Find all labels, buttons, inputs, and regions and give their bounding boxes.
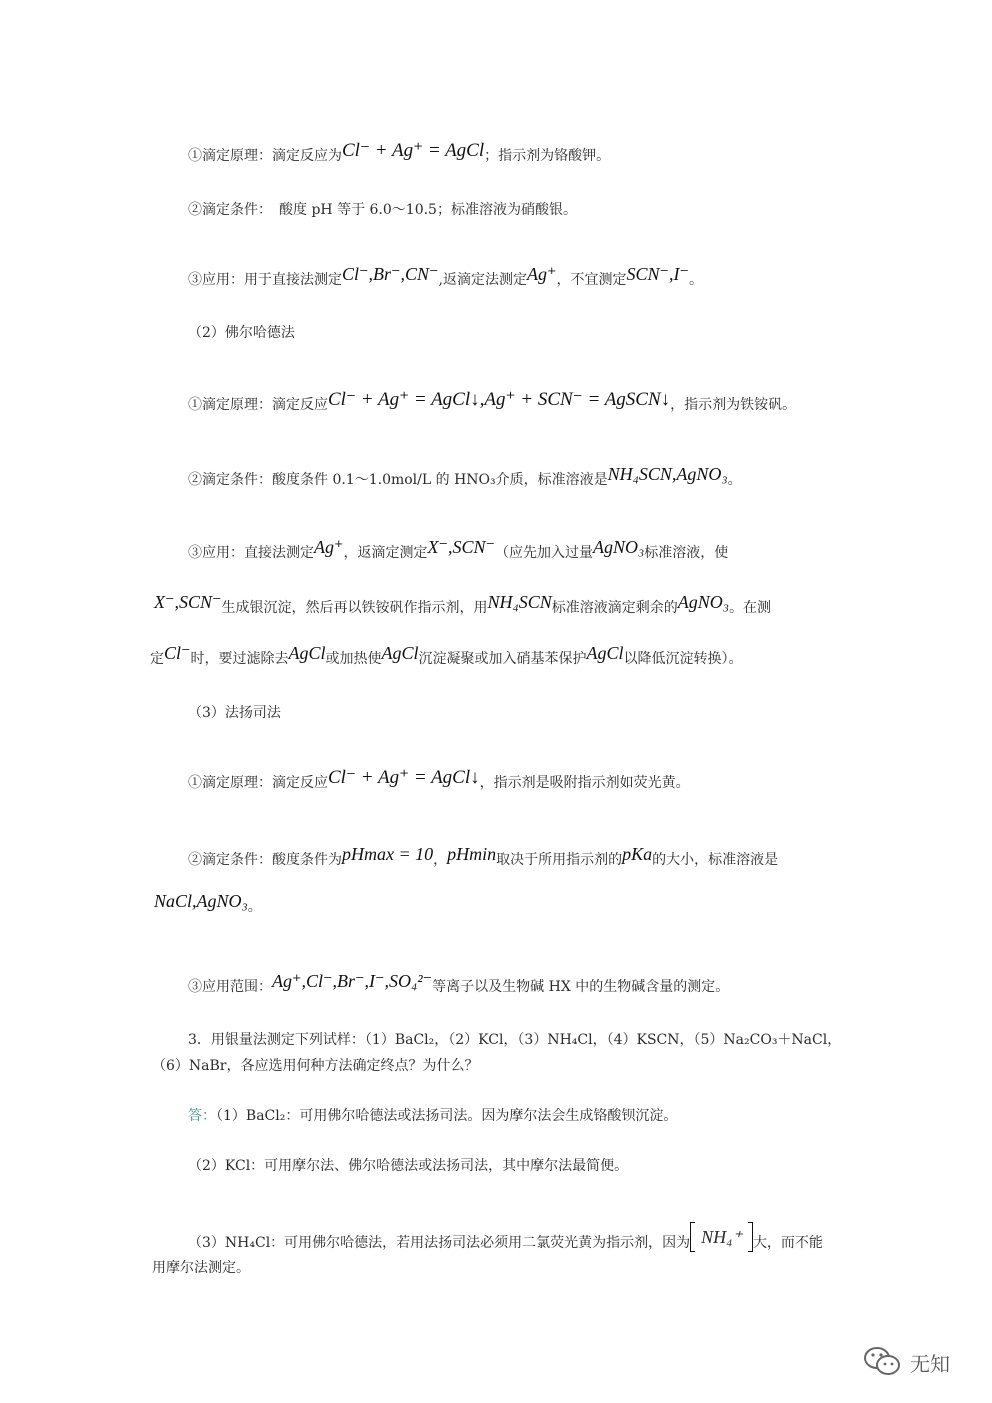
formula-mohr-reaction: Cl⁻ + Ag⁺ = AgCl bbox=[342, 140, 485, 161]
formula-fajans-reaction: Cl⁻ + Ag⁺ = AgCl↓ bbox=[328, 767, 480, 788]
answer-3-line-2: 用摩尔法测定。 bbox=[152, 1260, 250, 1276]
watermark bbox=[862, 1345, 950, 1379]
fajans-condition-2: NaCl,AgNO₃。 bbox=[154, 891, 262, 915]
volhard-application-3: 定Cl⁻时，要过滤除去AgCl或加热使AgCl沉淀凝聚或加入硝基苯保护AgCl以降低沉淀转换）。 bbox=[150, 643, 743, 667]
fajans-condition: ②滴定条件：酸度条件为pHmax = 10，pHmin取决于所用指示剂的pKa的大小，标准溶液是 bbox=[188, 844, 779, 868]
mohr-principle: ①滴定原理：滴定反应为Cl⁻ + Ag⁺ = AgCl；指示剂为铬酸钾。 bbox=[188, 140, 611, 164]
formula-ag: Ag⁺ bbox=[314, 537, 344, 557]
volhard-condition: ②滴定条件：酸度条件 0.1～1.0mol/L 的 HNO₃介质，标准溶液是NH₄SCN,AgNO₃。 bbox=[188, 464, 742, 488]
formula-nacl-agno3: NaCl,AgNO₃ bbox=[154, 891, 248, 911]
question-line-2: （6）NaBr，各应选用何种方法确定终点？为什么？ bbox=[152, 1058, 479, 1074]
formula-nh4scn: NH₄SCN bbox=[487, 592, 552, 612]
mohr-condition: ②滴定条件： 酸度 pH 等于 6.0～10.5；标准溶液为硝酸银。 bbox=[188, 202, 577, 218]
formula-agno3: AgNO₃ bbox=[677, 592, 730, 612]
formula-agcl: AgCl bbox=[381, 643, 419, 663]
formula-ph-max: pHmax = 10 bbox=[342, 844, 434, 864]
formula-x-scn: X⁻,SCN⁻ bbox=[154, 592, 222, 612]
answer-1: 答：（1）BaCl₂：可用佛尔哈德法或法扬司法。因为摩尔法会生成铬酸钡沉淀。 bbox=[188, 1108, 678, 1124]
formula-x-scn: X⁻,SCN⁻ bbox=[427, 537, 496, 557]
question-line-1: 3．用银量法测定下列试样：（1）BaCl₂，（2）KCl，（3）NH₄Cl，（4）KSCN，（5）Na₂CO₃＋NaCl， bbox=[188, 1032, 842, 1048]
wechat-icon bbox=[862, 1345, 902, 1379]
formula-pka: pKa bbox=[622, 844, 653, 864]
volhard-application-1: ③应用：直接法测定Ag⁺，返滴定测定X⁻,SCN⁻（应先加入过量AgNO₃标准溶液，使 bbox=[188, 537, 729, 561]
answer-3: （3）NH₄Cl：可用佛尔哈德法，若用法扬司法必须用二氯荧光黄为指示剂，因为 NH₄⁺ 大，而不能 bbox=[188, 1228, 823, 1258]
fajans-application: ③应用范围：Ag⁺,Cl⁻,Br⁻,I⁻,SO₄²⁻等离子以及生物碱 HX 中的生物碱含量的测定。 bbox=[188, 971, 730, 995]
volhard-principle: ①滴定原理：滴定反应Cl⁻ + Ag⁺ = AgCl↓,Ag⁺ + SCN⁻ = AgSCN↓，指示剂为铁铵矾。 bbox=[188, 389, 797, 413]
formula-ions-direct: Cl⁻,Br⁻,CN⁻ bbox=[342, 264, 439, 284]
watermark-text: 无知 bbox=[910, 1351, 950, 1376]
mohr-application: ③应用：用于直接法测定Cl⁻,Br⁻,CN⁻,返滴定法测定Ag⁺，不宜测定SCN⁻,I⁻。 bbox=[188, 264, 703, 288]
formula-volhard-standard: NH₄SCN,AgNO₃ bbox=[607, 464, 728, 484]
formula-volhard-reaction: Cl⁻ + Ag⁺ = AgCl↓,Ag⁺ + SCN⁻ = AgSCN↓ bbox=[328, 389, 671, 410]
formula-ph-min: pHmin bbox=[447, 844, 497, 864]
answer-2: （2）KCl：可用摩尔法、佛尔哈德法或法扬司法，其中摩尔法最简便。 bbox=[188, 1158, 629, 1174]
formula-agno3: AgNO₃ bbox=[593, 537, 645, 557]
answer-label: 答： bbox=[188, 1108, 216, 1124]
fajans-heading: （3）法扬司法 bbox=[188, 705, 281, 721]
formula-nh4-concentration: NH₄⁺ bbox=[690, 1222, 753, 1252]
formula-agcl: AgCl bbox=[586, 643, 624, 663]
formula-ions-unsuitable: SCN⁻,I⁻ bbox=[626, 264, 689, 284]
volhard-application-2: X⁻,SCN⁻生成银沉淀，然后再以铁铵矾作指示剂，用NH₄SCN标准溶液滴定剩余的AgNO₃。在测 bbox=[154, 592, 772, 616]
fajans-principle: ①滴定原理：滴定反应Cl⁻ + Ag⁺ = AgCl↓，指示剂是吸附指示剂如荧光黄。 bbox=[188, 767, 690, 791]
formula-ions-fajans: Ag⁺,Cl⁻,Br⁻,I⁻,SO₄²⁻ bbox=[272, 971, 433, 991]
formula-ag: Ag⁺ bbox=[526, 264, 557, 284]
formula-agcl: AgCl bbox=[288, 643, 326, 663]
volhard-heading: （2）佛尔哈德法 bbox=[188, 325, 295, 341]
formula-cl: Cl⁻ bbox=[164, 643, 191, 663]
